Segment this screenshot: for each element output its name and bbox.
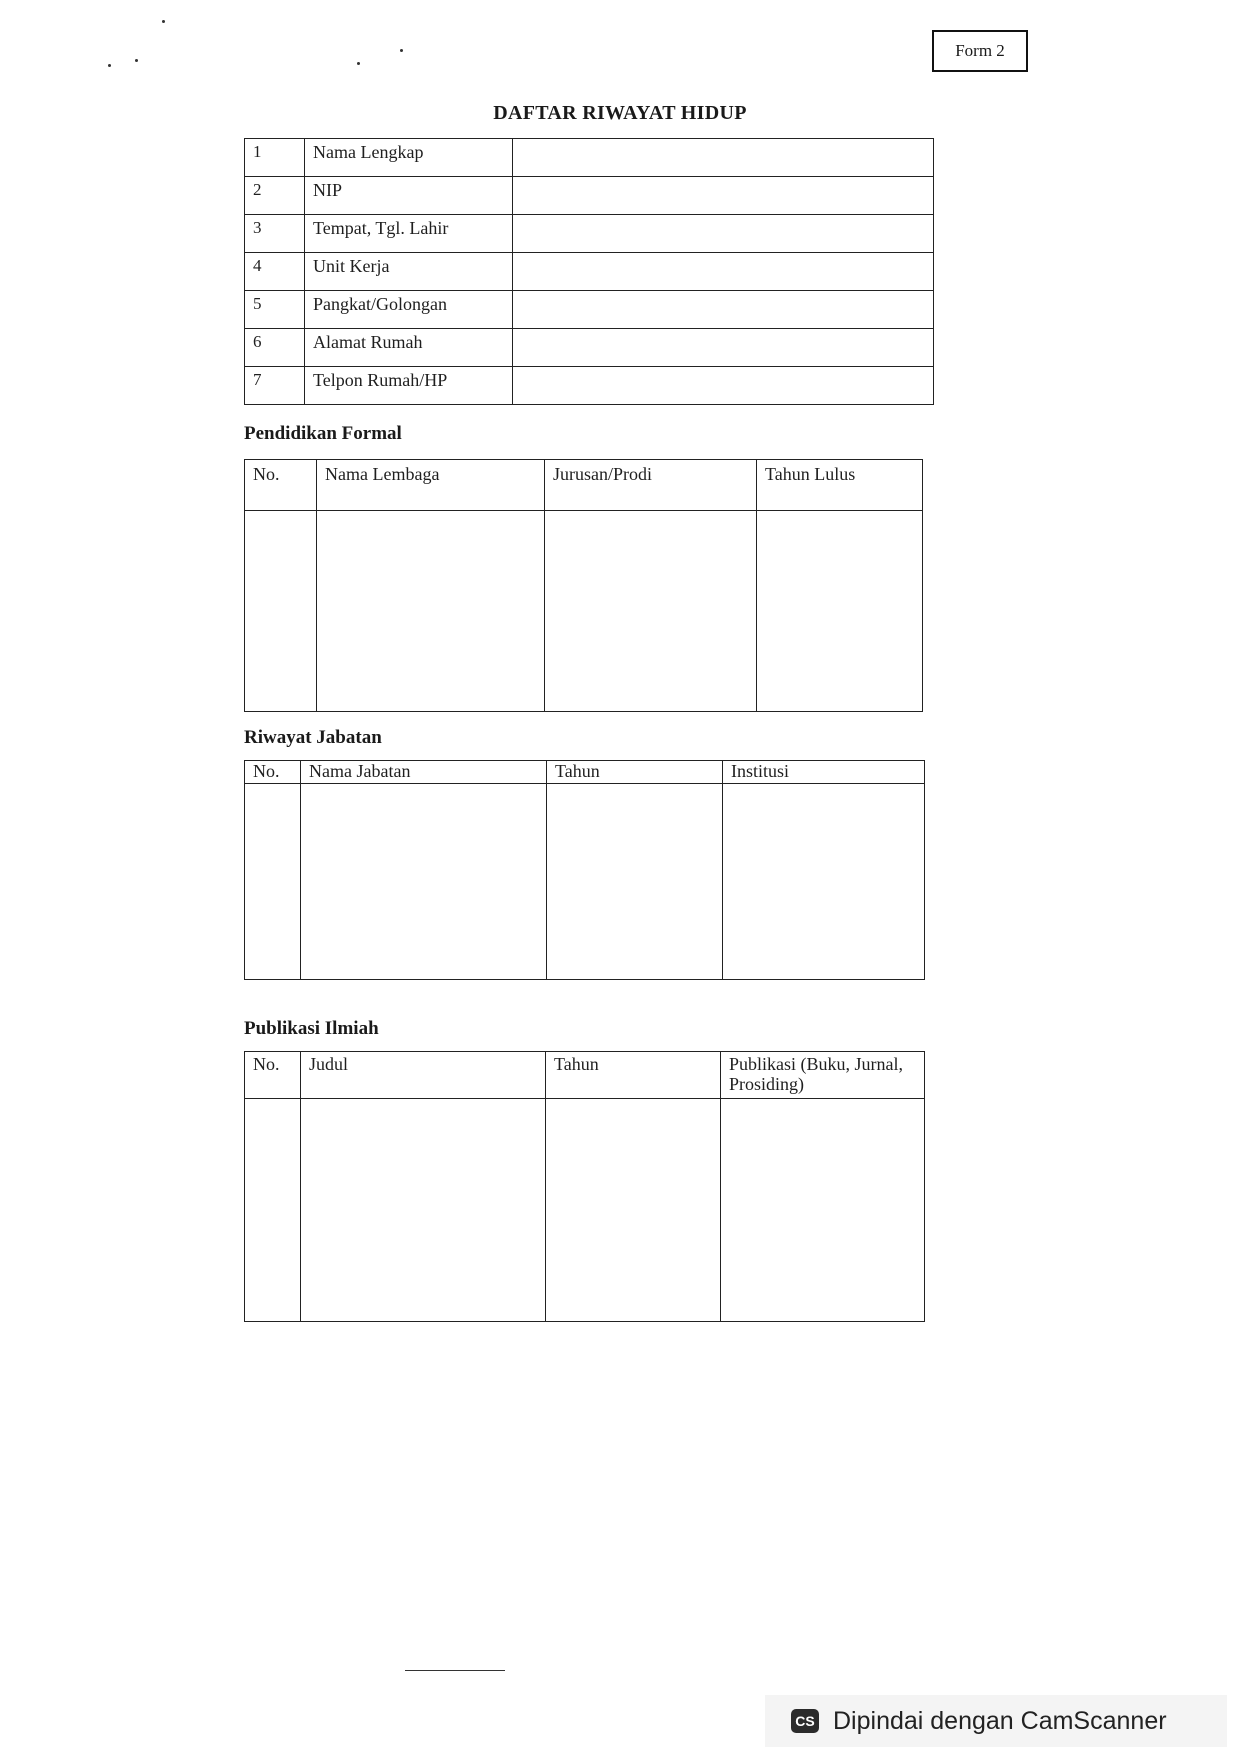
identity-row <box>245 291 934 329</box>
scanner-watermark <box>765 1695 1227 1747</box>
field-value-nip[interactable] <box>513 177 934 215</box>
field-label: Tempat, Tgl. Lahir <box>305 215 513 253</box>
table-cell[interactable] <box>721 1099 925 1322</box>
column-header: Institusi <box>723 761 925 784</box>
row-number: 2 <box>245 177 305 215</box>
table-cell[interactable] <box>245 511 317 712</box>
table-header-row <box>245 761 925 784</box>
form-number-badge: Form 2 <box>932 30 1028 72</box>
table-cell[interactable] <box>245 784 301 980</box>
table-cell[interactable] <box>301 784 547 980</box>
scan-speck <box>135 59 138 62</box>
column-header: Judul <box>301 1052 546 1099</box>
table-row <box>245 784 925 980</box>
scan-speck <box>162 20 165 23</box>
field-value-full-name[interactable] <box>513 139 934 177</box>
table-header-row <box>245 1052 925 1099</box>
table-row <box>245 511 923 712</box>
identity-row <box>245 329 934 367</box>
field-label: Unit Kerja <box>305 253 513 291</box>
field-value-phone[interactable] <box>513 367 934 405</box>
table-cell[interactable] <box>301 1099 546 1322</box>
field-label: Alamat Rumah <box>305 329 513 367</box>
table-cell[interactable] <box>317 511 545 712</box>
column-header: Jurusan/Prodi <box>545 460 757 511</box>
column-header: No. <box>245 460 317 511</box>
column-header: Tahun <box>546 1052 721 1099</box>
positions-table <box>244 760 925 980</box>
column-header: Nama Lembaga <box>317 460 545 511</box>
positions-heading: Riwayat Jabatan <box>244 727 382 748</box>
scan-speck <box>357 62 360 65</box>
column-header: Nama Jabatan <box>301 761 547 784</box>
identity-row <box>245 139 934 177</box>
identity-row <box>245 215 934 253</box>
publications-table <box>244 1051 925 1322</box>
table-cell[interactable] <box>546 1099 721 1322</box>
camscanner-logo-icon: CS <box>791 1709 819 1733</box>
column-header: Tahun <box>547 761 723 784</box>
column-header: No. <box>245 1052 301 1099</box>
field-value-birth[interactable] <box>513 215 934 253</box>
table-header-row <box>245 460 923 511</box>
identity-row <box>245 177 934 215</box>
identity-row <box>245 367 934 405</box>
column-header: Publikasi (Buku, Jurnal, Prosiding) <box>721 1052 925 1099</box>
column-header: No. <box>245 761 301 784</box>
row-number: 6 <box>245 329 305 367</box>
publications-heading: Publikasi Ilmiah <box>244 1018 379 1039</box>
table-cell[interactable] <box>547 784 723 980</box>
table-cell[interactable] <box>757 511 923 712</box>
education-table <box>244 459 923 712</box>
table-row <box>245 1099 925 1322</box>
table-cell[interactable] <box>245 1099 301 1322</box>
scan-speck <box>400 49 403 52</box>
row-number: 3 <box>245 215 305 253</box>
document-title: DAFTAR RIWAYAT HIDUP <box>493 102 747 124</box>
table-cell[interactable] <box>723 784 925 980</box>
row-number: 7 <box>245 367 305 405</box>
field-label: NIP <box>305 177 513 215</box>
table-cell[interactable] <box>545 511 757 712</box>
row-number: 5 <box>245 291 305 329</box>
field-label: Telpon Rumah/HP <box>305 367 513 405</box>
identity-table <box>244 138 934 405</box>
field-value-work-unit[interactable] <box>513 253 934 291</box>
row-number: 4 <box>245 253 305 291</box>
scanner-watermark-text: Dipindai dengan CamScanner <box>833 1706 1167 1735</box>
field-label: Nama Lengkap <box>305 139 513 177</box>
column-header: Tahun Lulus <box>757 460 923 511</box>
row-number: 1 <box>245 139 305 177</box>
footer-rule <box>405 1670 505 1671</box>
scan-speck <box>108 64 111 67</box>
field-value-address[interactable] <box>513 329 934 367</box>
field-label: Pangkat/Golongan <box>305 291 513 329</box>
field-value-rank[interactable] <box>513 291 934 329</box>
education-heading: Pendidikan Formal <box>244 423 402 444</box>
identity-row <box>245 253 934 291</box>
